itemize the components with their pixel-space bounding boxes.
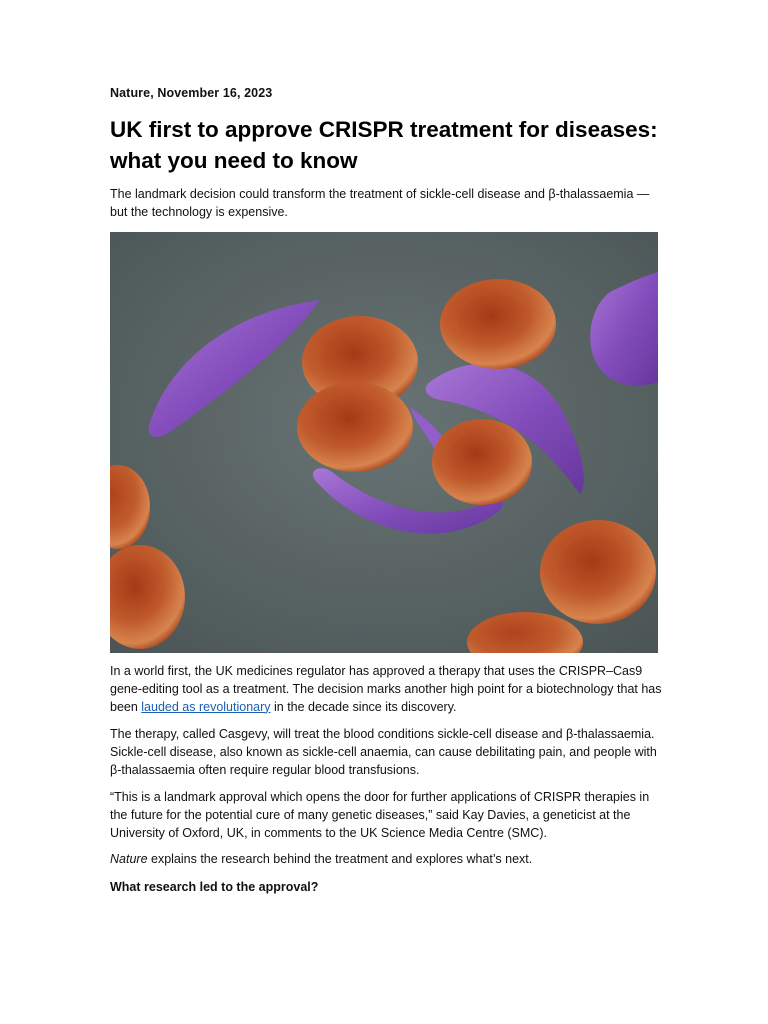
paragraph-1-text-before: In a world first, the UK medicines regulator has approved a therapy that uses the CRISPR–Cas9 gene-editing tool as a treatment. The decision marks another high point for a biotechnology that has been	[110, 664, 662, 714]
paragraph-3: “This is a landmark approval which opens the door for further applications of CRISPR therapies in the future for the potential cure of many genetic diseases,” said Kay Davies, a geneticist at the University of Oxford, UK, in comments to the UK Science Media Centre (SMC).	[110, 790, 650, 840]
nature-italic: Nature	[110, 852, 148, 866]
headline: UK first to approve CRISPR treatment for diseases: what you need to know	[110, 117, 658, 173]
blood-cells-micrograph	[110, 232, 658, 653]
paragraph-1-text-after: in the decade since its discovery.	[270, 699, 457, 714]
micrograph-illustration	[110, 232, 658, 653]
lauded-as-revolutionary-link[interactable]: lauded as revolutionary	[141, 699, 271, 714]
paragraph-2: The therapy, called Casgevy, will treat the blood conditions sickle-cell disease and β-thalassaemia. Sickle-cell disease, also known as sickle-cell anaemia, can cause debilitating pain, and people with β-thalassaemia often require regular blood transfusions.	[110, 727, 657, 777]
standfirst: The landmark decision could transform the treatment of sickle-cell disease and β-thalassaemia — but the technology is expensive.	[110, 187, 650, 219]
dateline: Nature, November 16, 2023	[110, 86, 273, 100]
paragraph-1	[110, 663, 662, 716]
subheading: What research led to the approval?	[110, 880, 319, 894]
paragraph-4	[110, 851, 662, 869]
paragraph-4-text: explains the research behind the treatment and explores what’s next.	[147, 852, 533, 866]
